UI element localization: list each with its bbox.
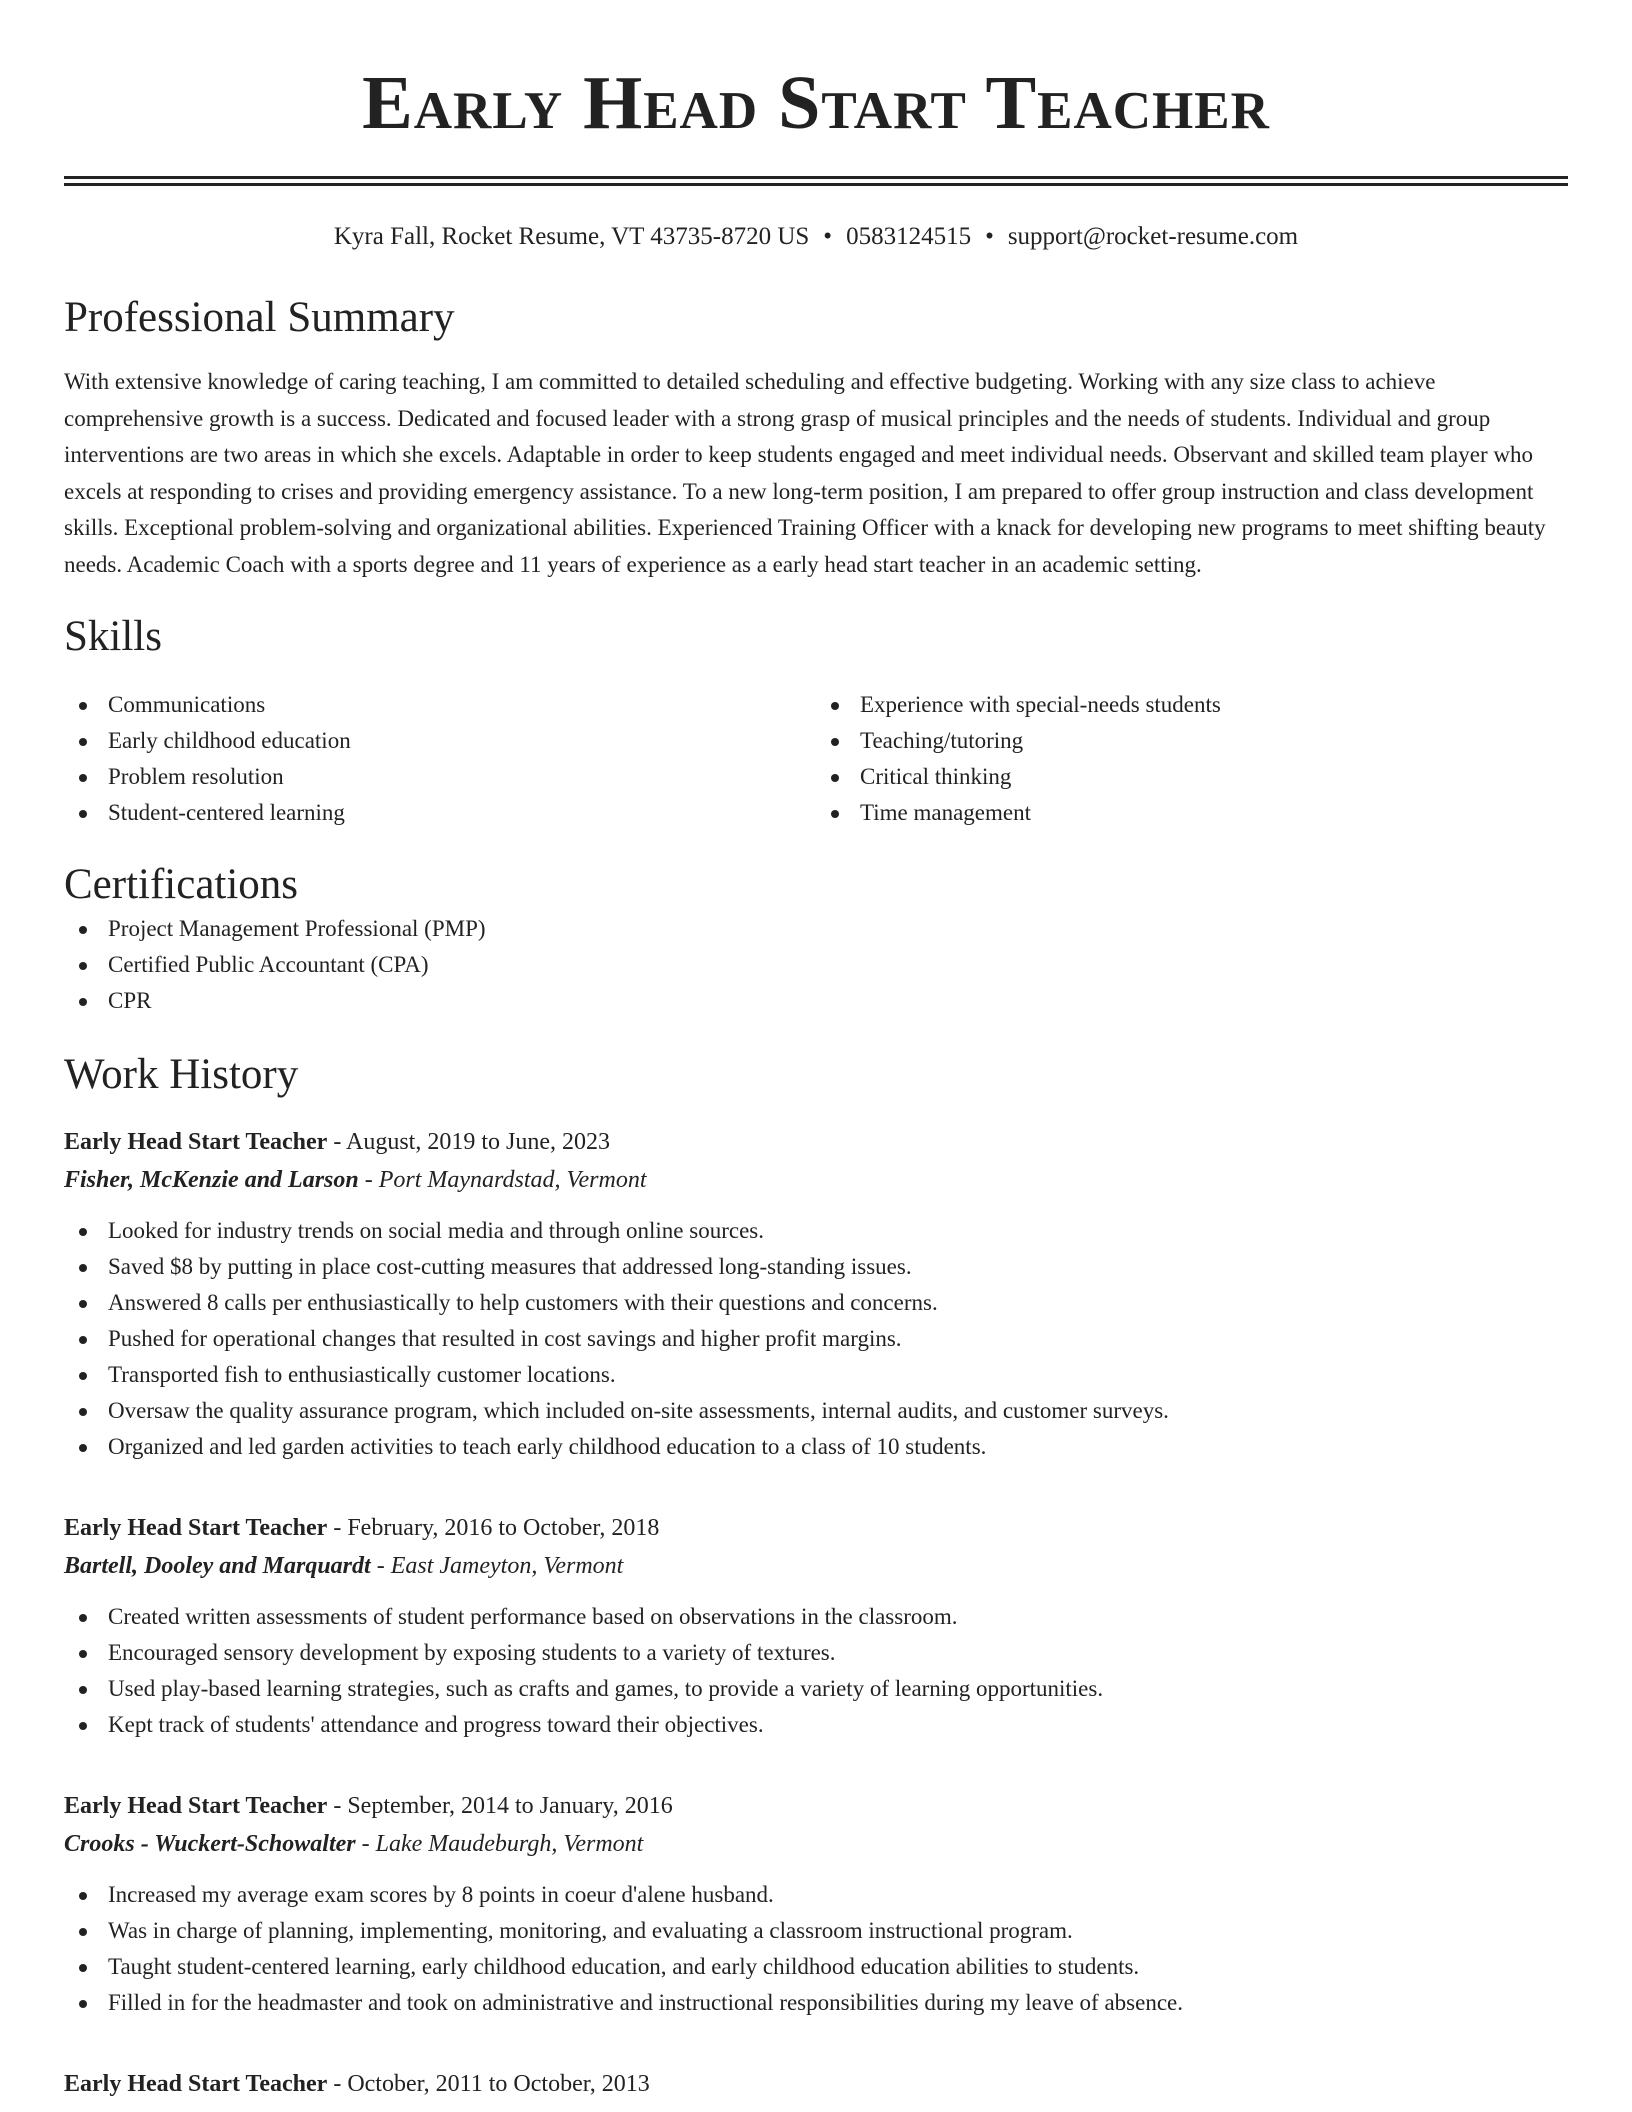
- job-duty-item: [64, 1671, 1568, 1707]
- skill-item: [816, 795, 1568, 831]
- bullet-icon: [79, 702, 87, 710]
- skills-column-left: [64, 687, 816, 831]
- bullet-icon: [79, 1722, 87, 1730]
- job-duties: [64, 1599, 1568, 1743]
- bullet-icon: [831, 774, 839, 782]
- job-duty-item: [64, 1707, 1568, 1743]
- contact-separator: •: [823, 223, 833, 250]
- job-duty-item: [64, 1213, 1568, 1249]
- job-duty-item: [64, 1599, 1568, 1635]
- certification-item: [64, 947, 1568, 983]
- job-duty-item: [64, 1321, 1568, 1357]
- job-location: Lake Maudeburgh, Vermont: [375, 1831, 644, 1857]
- work-history-heading: Work History: [64, 1051, 299, 1098]
- job-duty-text: Pushed for operational changes that resulted in cost savings and higher profit margins.: [108, 1326, 902, 1351]
- job-company-line: Crooks - Wuckert-Schowalter - Lake Maudeburgh, Vermont: [64, 1831, 644, 1857]
- job-duty-text: Saved $8 by putting in place cost-cutting measures that addressed long-standing issues.: [108, 1254, 912, 1279]
- skill-label: Teaching/tutoring: [860, 728, 1024, 753]
- job-duty-item: [64, 1249, 1568, 1285]
- job-dates: September, 2014 to January, 2016: [347, 1793, 673, 1819]
- job-company-line: Fisher, McKenzie and Larson - Port Maynardstad, Vermont: [64, 1167, 647, 1193]
- contact-line: [64, 220, 1568, 254]
- contact-email: support@rocket-resume.com: [1007, 223, 1299, 250]
- bullet-icon: [79, 1372, 87, 1380]
- job-duty-text: Created written assessments of student performance based on observations in the classroom.: [108, 1604, 958, 1629]
- job-duty-text: Answered 8 calls per enthusiastically to help customers with their questions and concerns.: [108, 1290, 938, 1315]
- job-location: East Jameyton, Vermont: [390, 1553, 624, 1579]
- skill-item: [64, 759, 816, 795]
- bullet-icon: [79, 1964, 87, 1972]
- bullet-icon: [79, 1408, 87, 1416]
- job-title-line: Early Head Start Teacher - February, 2016 to October, 2018: [64, 1515, 660, 1541]
- job-title-line: Early Head Start Teacher - October, 2011 to October, 2013: [64, 2071, 650, 2097]
- job-entry: [64, 2065, 1568, 2103]
- job-duty-text: Taught student-centered learning, early childhood education, and early childhood education abilities to students.: [108, 1954, 1140, 1979]
- job-duty-text: Oversaw the quality assurance program, which included on-site assessments, internal audits, and customer surveys.: [108, 1398, 1169, 1423]
- job-duty-text: Used play-based learning strategies, such as crafts and games, to provide a variety of learning opportunities.: [108, 1676, 1104, 1701]
- job-dates: February, 2016 to October, 2018: [347, 1515, 660, 1541]
- bullet-icon: [79, 1928, 87, 1936]
- job-duty-text: Increased my average exam scores by 8 points in coeur d'alene husband.: [108, 1882, 774, 1907]
- job-duty-text: Encouraged sensory development by exposing students to a variety of textures.: [108, 1640, 836, 1665]
- skill-label: Communications: [108, 692, 266, 717]
- job-role: Early Head Start Teacher: [64, 2071, 328, 2097]
- certification-item: [64, 911, 1568, 947]
- skill-label: Critical thinking: [860, 764, 1012, 789]
- certification-item: [64, 983, 1568, 1019]
- job-company: Fisher, McKenzie and Larson: [64, 1167, 359, 1193]
- job-entry: [64, 1123, 1568, 1465]
- job-duties: [64, 1213, 1568, 1465]
- skill-item: [816, 723, 1568, 759]
- skill-label: Time management: [860, 800, 1031, 825]
- job-duty-item: [64, 1635, 1568, 1671]
- skills-column-right: [816, 687, 1568, 831]
- bullet-icon: [79, 1650, 87, 1658]
- job-entry: [64, 1509, 1568, 1743]
- bullet-icon: [79, 2000, 87, 2008]
- job-duty-item: [64, 1877, 1568, 1913]
- skills-heading: Skills: [64, 613, 162, 660]
- job-duty-text: Was in charge of planning, implementing, monitoring, and evaluating a classroom instructional program.: [108, 1918, 1073, 1943]
- bullet-icon: [79, 1300, 87, 1308]
- bullet-icon: [79, 1264, 87, 1272]
- certifications-heading: Certifications: [64, 861, 299, 908]
- bullet-icon: [79, 962, 87, 970]
- job-dates: October, 2011 to October, 2013: [347, 2071, 650, 2097]
- contact-separator: •: [985, 223, 994, 250]
- job-role: Early Head Start Teacher: [64, 1793, 328, 1819]
- job-role: Early Head Start Teacher: [64, 1129, 328, 1155]
- bullet-icon: [79, 1444, 87, 1452]
- certification-label: CPR: [108, 988, 152, 1013]
- job-duties: [64, 1877, 1568, 2021]
- bullet-icon: [79, 1614, 87, 1622]
- resume-title: Early Head Start Teacher: [362, 61, 1270, 145]
- skill-item: [64, 723, 816, 759]
- skill-label: Problem resolution: [108, 764, 284, 789]
- bullet-icon: [831, 810, 839, 818]
- certifications-list: [64, 911, 1568, 1019]
- contact-phone: 0583124515: [846, 223, 972, 250]
- job-entry: [64, 1787, 1568, 2021]
- job-location: Port Maynardstad, Vermont: [378, 1167, 647, 1193]
- job-duty-item: [64, 1949, 1568, 1985]
- job-duty-text: Organized and led garden activities to teach early childhood education to a class of 10 students.: [108, 1434, 987, 1459]
- bullet-icon: [79, 738, 87, 746]
- bullet-icon: [79, 1336, 87, 1344]
- job-duty-item: [64, 1357, 1568, 1393]
- job-duty-item: [64, 1913, 1568, 1949]
- skill-item: [64, 687, 816, 723]
- job-duty-text: Looked for industry trends on social media and through online sources.: [108, 1218, 764, 1243]
- skill-item: [64, 795, 816, 831]
- job-title-line: Early Head Start Teacher - September, 2014 to January, 2016: [64, 1793, 673, 1819]
- job-role: Early Head Start Teacher: [64, 1515, 328, 1541]
- contact-address: Kyra Fall, Rocket Resume, VT 43735-8720 US: [333, 223, 810, 250]
- job-company: Crooks - Wuckert-Schowalter: [64, 1831, 356, 1857]
- bullet-icon: [79, 774, 87, 782]
- job-duty-text: Transported fish to enthusiastically customer locations.: [108, 1362, 616, 1387]
- summary-heading: Professional Summary: [64, 294, 455, 341]
- job-duty-item: [64, 1285, 1568, 1321]
- bullet-icon: [79, 926, 87, 934]
- job-duty-item: [64, 1985, 1568, 2021]
- bullet-icon: [79, 810, 87, 818]
- job-company: Bartell, Dooley and Marquardt: [64, 1553, 371, 1579]
- bullet-icon: [79, 998, 87, 1006]
- job-dates: August, 2019 to June, 2023: [345, 1129, 610, 1155]
- job-duty-item: [64, 1393, 1568, 1429]
- bullet-icon: [79, 1228, 87, 1236]
- title-divider: [64, 176, 1568, 186]
- job-title-line: Early Head Start Teacher - August, 2019 to June, 2023: [64, 1129, 610, 1155]
- certification-label: Certified Public Accountant (CPA): [108, 952, 429, 977]
- skill-item: [816, 759, 1568, 795]
- skills-grid: [64, 687, 1568, 831]
- job-company-line: Bartell, Dooley and Marquardt - East Jameyton, Vermont: [64, 1553, 624, 1579]
- bullet-icon: [79, 1892, 87, 1900]
- skill-label: Early childhood education: [108, 728, 351, 753]
- job-duty-text: Kept track of students' attendance and progress toward their objectives.: [108, 1712, 764, 1737]
- summary-text: With extensive knowledge of caring teaching, I am committed to detailed scheduling and effective budgeting. Working with any size class to achieve comprehensive growth is a success. Dedicated and focused leader with a strong grasp of musical principles and the needs of students. Individual and group interventions are two areas in which she excels. Adaptable in order to keep students engaged and meet individual needs. Observant and skilled team player who excels at responding to crises and providing emergency assistance. To a new long-term position, I am prepared to offer group instruction and class development skills. Exceptional problem-solving and organizational abilities. Experienced Training Officer with a knack for developing new programs to meet shifting beauty needs. Academic Coach with a sports degree and 11 years of experience as a early head start teacher in an academic setting.: [64, 369, 1546, 577]
- bullet-icon: [831, 702, 839, 710]
- skill-label: Student-centered learning: [108, 800, 345, 825]
- certification-label: Project Management Professional (PMP): [108, 916, 486, 941]
- bullet-icon: [831, 738, 839, 746]
- resume-page: [64, 0, 1568, 2103]
- skill-label: Experience with special-needs students: [860, 692, 1221, 717]
- bullet-icon: [79, 1686, 87, 1694]
- job-duty-text: Filled in for the headmaster and took on administrative and instructional responsibilities during my leave of absence.: [108, 1990, 1183, 2015]
- job-duty-item: [64, 1429, 1568, 1465]
- skill-item: [816, 687, 1568, 723]
